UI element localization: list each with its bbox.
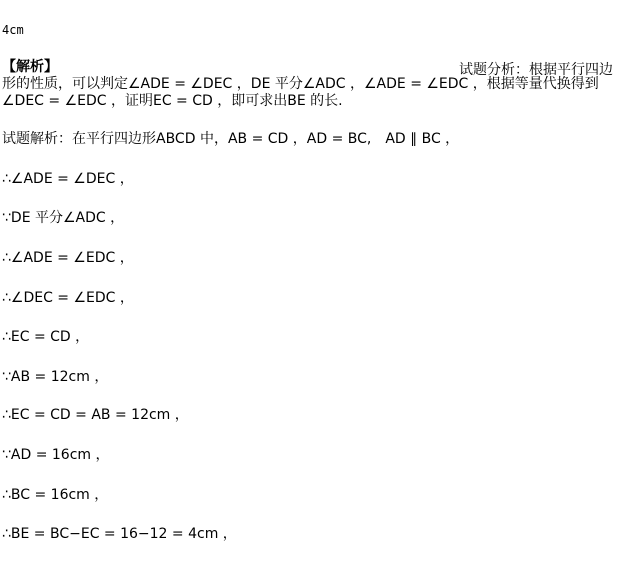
- analysis-line-3: ∠DEC = ∠EDC ，证明EC = CD ，即可求出BE 的长.: [2, 93, 343, 109]
- step-1: ∴∠ADE = ∠DEC ，: [2, 171, 134, 187]
- step-6: ∵AB = 12cm ，: [2, 369, 109, 385]
- analysis-header: 【解析】: [2, 59, 58, 75]
- solution-intro: 试题解析：在平行四边形ABCD 中，AB = CD ，AD = BC, AD ∥ BC ，: [2, 131, 460, 147]
- step-10: ∴BE = BC−EC = 16−12 = 4cm ，: [2, 526, 237, 542]
- step-4: ∴∠DEC = ∠EDC ，: [2, 290, 134, 306]
- step-2: ∵DE 平分∠ADC ，: [2, 210, 125, 226]
- step-9: ∴BC = 16cm ，: [2, 487, 109, 503]
- analysis-right-text: 试题分析：根据平行四边: [459, 62, 613, 78]
- step-5: ∴EC = CD ，: [2, 329, 90, 345]
- answer-text: 4cm: [2, 23, 24, 37]
- analysis-line-2: 形的性质，可以判定∠ADE = ∠DEC ，DE 平分∠ADC ，∠ADE = ∠EDC ，根据等量代换得到: [2, 76, 599, 92]
- step-8: ∵AD = 16cm ，: [2, 447, 110, 463]
- step-3: ∴∠ADE = ∠EDC ，: [2, 250, 134, 266]
- step-7: ∴EC = CD = AB = 12cm ，: [2, 407, 189, 423]
